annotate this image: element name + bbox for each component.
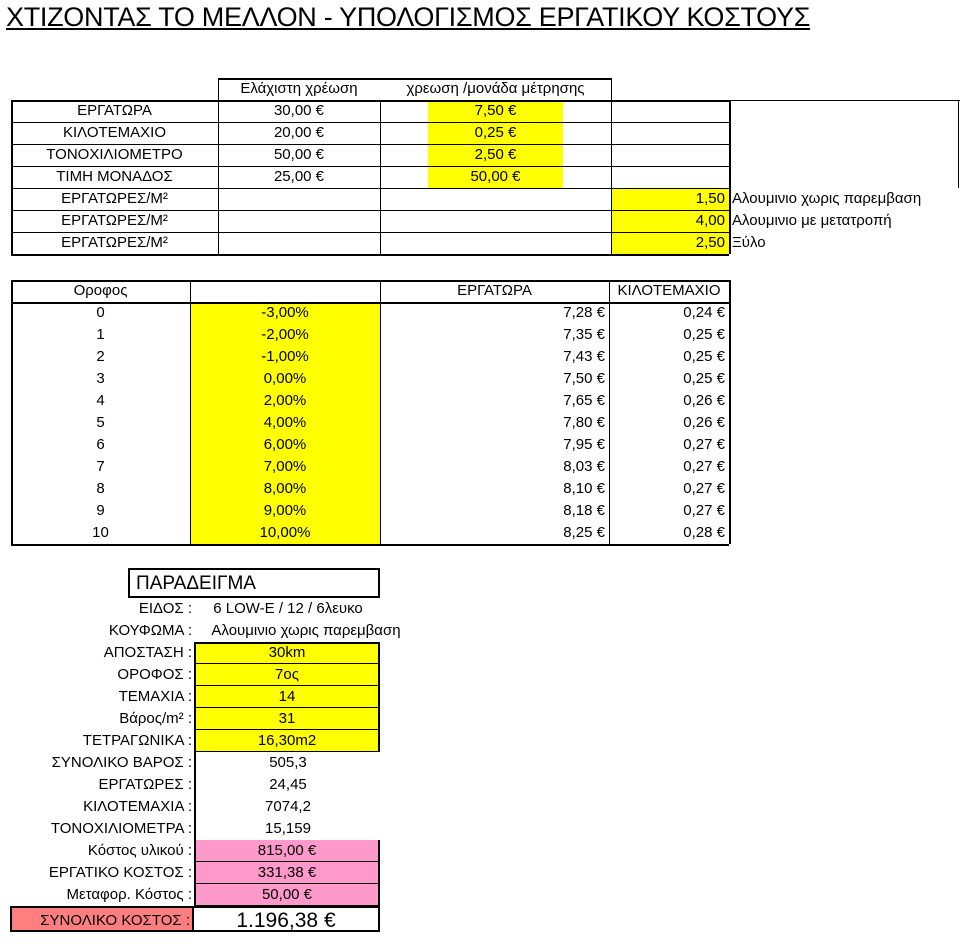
example-value: 505,3 [269,754,307,771]
header-border [218,78,219,100]
example-value: 50,00 € [196,884,380,906]
grid-line [380,280,381,544]
sqm-hours-value: 1,50 [611,188,729,210]
floor-number: 10 [92,524,109,541]
example-label: Βάρος/m² : [119,710,192,727]
header-border [611,78,612,100]
grid-line [11,280,729,282]
grid-line [11,188,729,189]
grid-line [958,100,959,188]
floor-kilo-rate: 0,27 € [683,502,725,519]
floor-number: 2 [96,348,105,365]
floor-hour-rate: 7,28 € [563,304,605,321]
floor-percent: 8,00% [190,478,380,500]
floor-kilo-rate: 0,28 € [683,524,725,541]
floor-number: 1 [96,326,105,343]
rate-min-value: 50,00 € [273,146,325,163]
example-label: ΚΟΥΦΩΜΑ : [108,622,192,639]
floor-hour-rate: 7,65 € [563,392,605,409]
floor-kilo-rate: 0,25 € [683,370,725,387]
sqm-label: ΕΡΓΑΤΩΡΕΣ/Μ² [61,190,168,207]
page-title: ΧΤΙΖΟΝΤΑΣ ΤΟ ΜΕΛΛΟΝ - ΥΠΟΛΟΓΙΣΜΟΣ ΕΡΓΑΤΙΚΟΥ ΚΟΣΤΟΥΣ [6,2,811,32]
rate-label: ΤΙΜΗ ΜΟΝΑΔΟΣ [56,168,173,185]
example-label: ΟΡΟΦΟΣ : [117,666,192,683]
floor-kilo-rate: 0,27 € [683,436,725,453]
grid-line [380,100,381,254]
total-cost-value: 1.196,38 € [194,906,380,932]
rate-label: ΕΡΓΑΤΩΡΑ [77,102,152,119]
floor-kilo-rate: 0,27 € [683,480,725,497]
example-value: 16,30m2 [196,730,380,752]
floor-number: 3 [96,370,105,387]
example-label: ΚΙΛΟΤΕΜΑΧΙΑ : [83,798,192,815]
rate-min-value: 30,00 € [273,102,325,119]
floor-percent: 10,00% [190,522,380,544]
floor-hour-rate: 8,10 € [563,480,605,497]
rate-min-value: 25,00 € [273,168,325,185]
floor-kilo-rate: 0,25 € [683,348,725,365]
sqm-type-label: Αλουμινιο χωρις παρεμβαση [732,190,922,207]
grid-line [11,254,729,256]
floor-number: 9 [96,502,105,519]
header-kilo-rate: ΚΙΛΟΤΕΜΑΧΙΟ [617,282,721,299]
grid-line [11,144,729,145]
grid-line [11,302,729,304]
example-label: ΤΕΜΑΧΙΑ : [118,688,192,705]
header-min-charge: Ελάχιστη χρέωση [240,80,358,97]
floor-percent: -2,00% [190,324,380,346]
rate-label: ΚΙΛΟΤΕΜΑΧΙΟ [62,124,167,141]
floor-kilo-rate: 0,26 € [683,392,725,409]
example-value: 6 LOW-E / 12 / 6λευκο [213,600,363,617]
floor-number: 6 [96,436,105,453]
header-border [218,78,611,80]
sqm-label: ΕΡΓΑΤΩΡΕΣ/Μ² [61,234,168,251]
grid-line [11,100,729,102]
example-value: 331,38 € [196,862,380,884]
floor-percent: 0,00% [190,368,380,390]
example-value: 24,45 [269,776,307,793]
grid-line [609,280,610,544]
grid-line [11,280,13,544]
grid-line [218,100,219,254]
example-value: 815,00 € [196,840,380,862]
floor-number: 8 [96,480,105,497]
floor-number: 0 [96,304,105,321]
grid-line [11,166,729,167]
floor-hour-rate: 7,43 € [563,348,605,365]
total-cost-label: ΣΥΝΟΛΙΚΟ ΚΟΣΤΟΣ : [10,906,194,932]
floor-hour-rate: 8,25 € [563,524,605,541]
floor-percent: 2,00% [190,390,380,412]
example-label: Κόστος υλικού : [87,842,192,859]
floor-number: 5 [96,414,105,431]
example-heading: ΠΑΡΑΔΕΙΓΜΑ [128,568,380,598]
floor-hour-rate: 7,35 € [563,326,605,343]
floor-percent: 7,00% [190,456,380,478]
example-value: 31 [196,708,380,730]
floor-percent: -1,00% [190,346,380,368]
floor-kilo-rate: 0,26 € [683,414,725,431]
floor-hour-rate: 7,50 € [563,370,605,387]
header-hour-rate: ΕΡΓΑΤΩΡΑ [457,282,532,299]
sqm-label: ΕΡΓΑΤΩΡΕΣ/Μ² [61,212,168,229]
header-unit-charge: χρεωση /μονάδα μέτρησης [406,80,585,97]
floor-percent: 4,00% [190,412,380,434]
floor-hour-rate: 7,95 € [563,436,605,453]
sqm-type-label: Ξύλο [732,234,766,251]
grid-line [11,122,729,123]
example-label: ΤΕΤΡΑΓΩΝΙΚΑ : [82,732,192,749]
rate-label: ΤΟΝΟΧΙΛΙΟΜΕΤΡΟ [46,146,183,163]
example-value: 7ος [196,664,380,686]
example-label: Μεταφορ. Κόστος : [66,886,192,903]
floor-percent: 9,00% [190,500,380,522]
floor-hour-rate: 8,18 € [563,502,605,519]
floor-percent: -3,00% [190,302,380,324]
sqm-hours-value: 2,50 [611,232,729,254]
example-value: 14 [196,686,380,708]
example-label: ΣΥΝΟΛΙΚΟ ΒΑΡΟΣ : [51,754,192,771]
floor-hour-rate: 7,80 € [563,414,605,431]
grid-line [190,280,191,544]
example-label: ΕΡΓΑΤΩΡΕΣ : [98,776,192,793]
floor-kilo-rate: 0,27 € [683,458,725,475]
example-value-border [194,642,196,906]
rate-min-value: 20,00 € [273,124,325,141]
example-value: Αλουμινιο χωρις παρεμβαση [211,622,401,639]
floor-number: 4 [96,392,105,409]
floor-number: 7 [96,458,105,475]
grid-line [11,210,729,211]
grid-line [729,280,731,544]
floor-percent: 6,00% [190,434,380,456]
header-floor: Οροφος [73,282,128,299]
example-label: ΕΡΓΑΤΙΚΟ ΚΟΣΤΟΣ : [48,864,192,881]
example-value: 7074,2 [265,798,311,815]
example-label: ΤΟΝΟΧΙΛΙΟΜΕΤΡΑ : [50,820,192,837]
floor-hour-rate: 8,03 € [563,458,605,475]
example-label: ΑΠΟΣΤΑΣΗ : [103,644,192,661]
grid-line [611,100,612,254]
example-label: ΕΙΔΟΣ : [138,600,192,617]
floor-kilo-rate: 0,24 € [683,304,725,321]
grid-line [729,100,731,254]
grid-line [729,100,960,101]
sqm-type-label: Αλουμινιο με μετατροπή [732,212,892,229]
rate-unit-value: 7,50 € [428,100,563,122]
rate-unit-value: 2,50 € [428,144,563,166]
grid-line [11,544,729,546]
grid-line [11,232,729,233]
rate-unit-value: 0,25 € [428,122,563,144]
sqm-hours-value: 4,00 [611,210,729,232]
rate-unit-value: 50,00 € [428,166,563,188]
example-value: 30km [196,642,380,664]
grid-line [11,100,13,254]
example-value: 15,159 [265,820,311,837]
floor-kilo-rate: 0,25 € [683,326,725,343]
example-value-border [194,642,380,644]
